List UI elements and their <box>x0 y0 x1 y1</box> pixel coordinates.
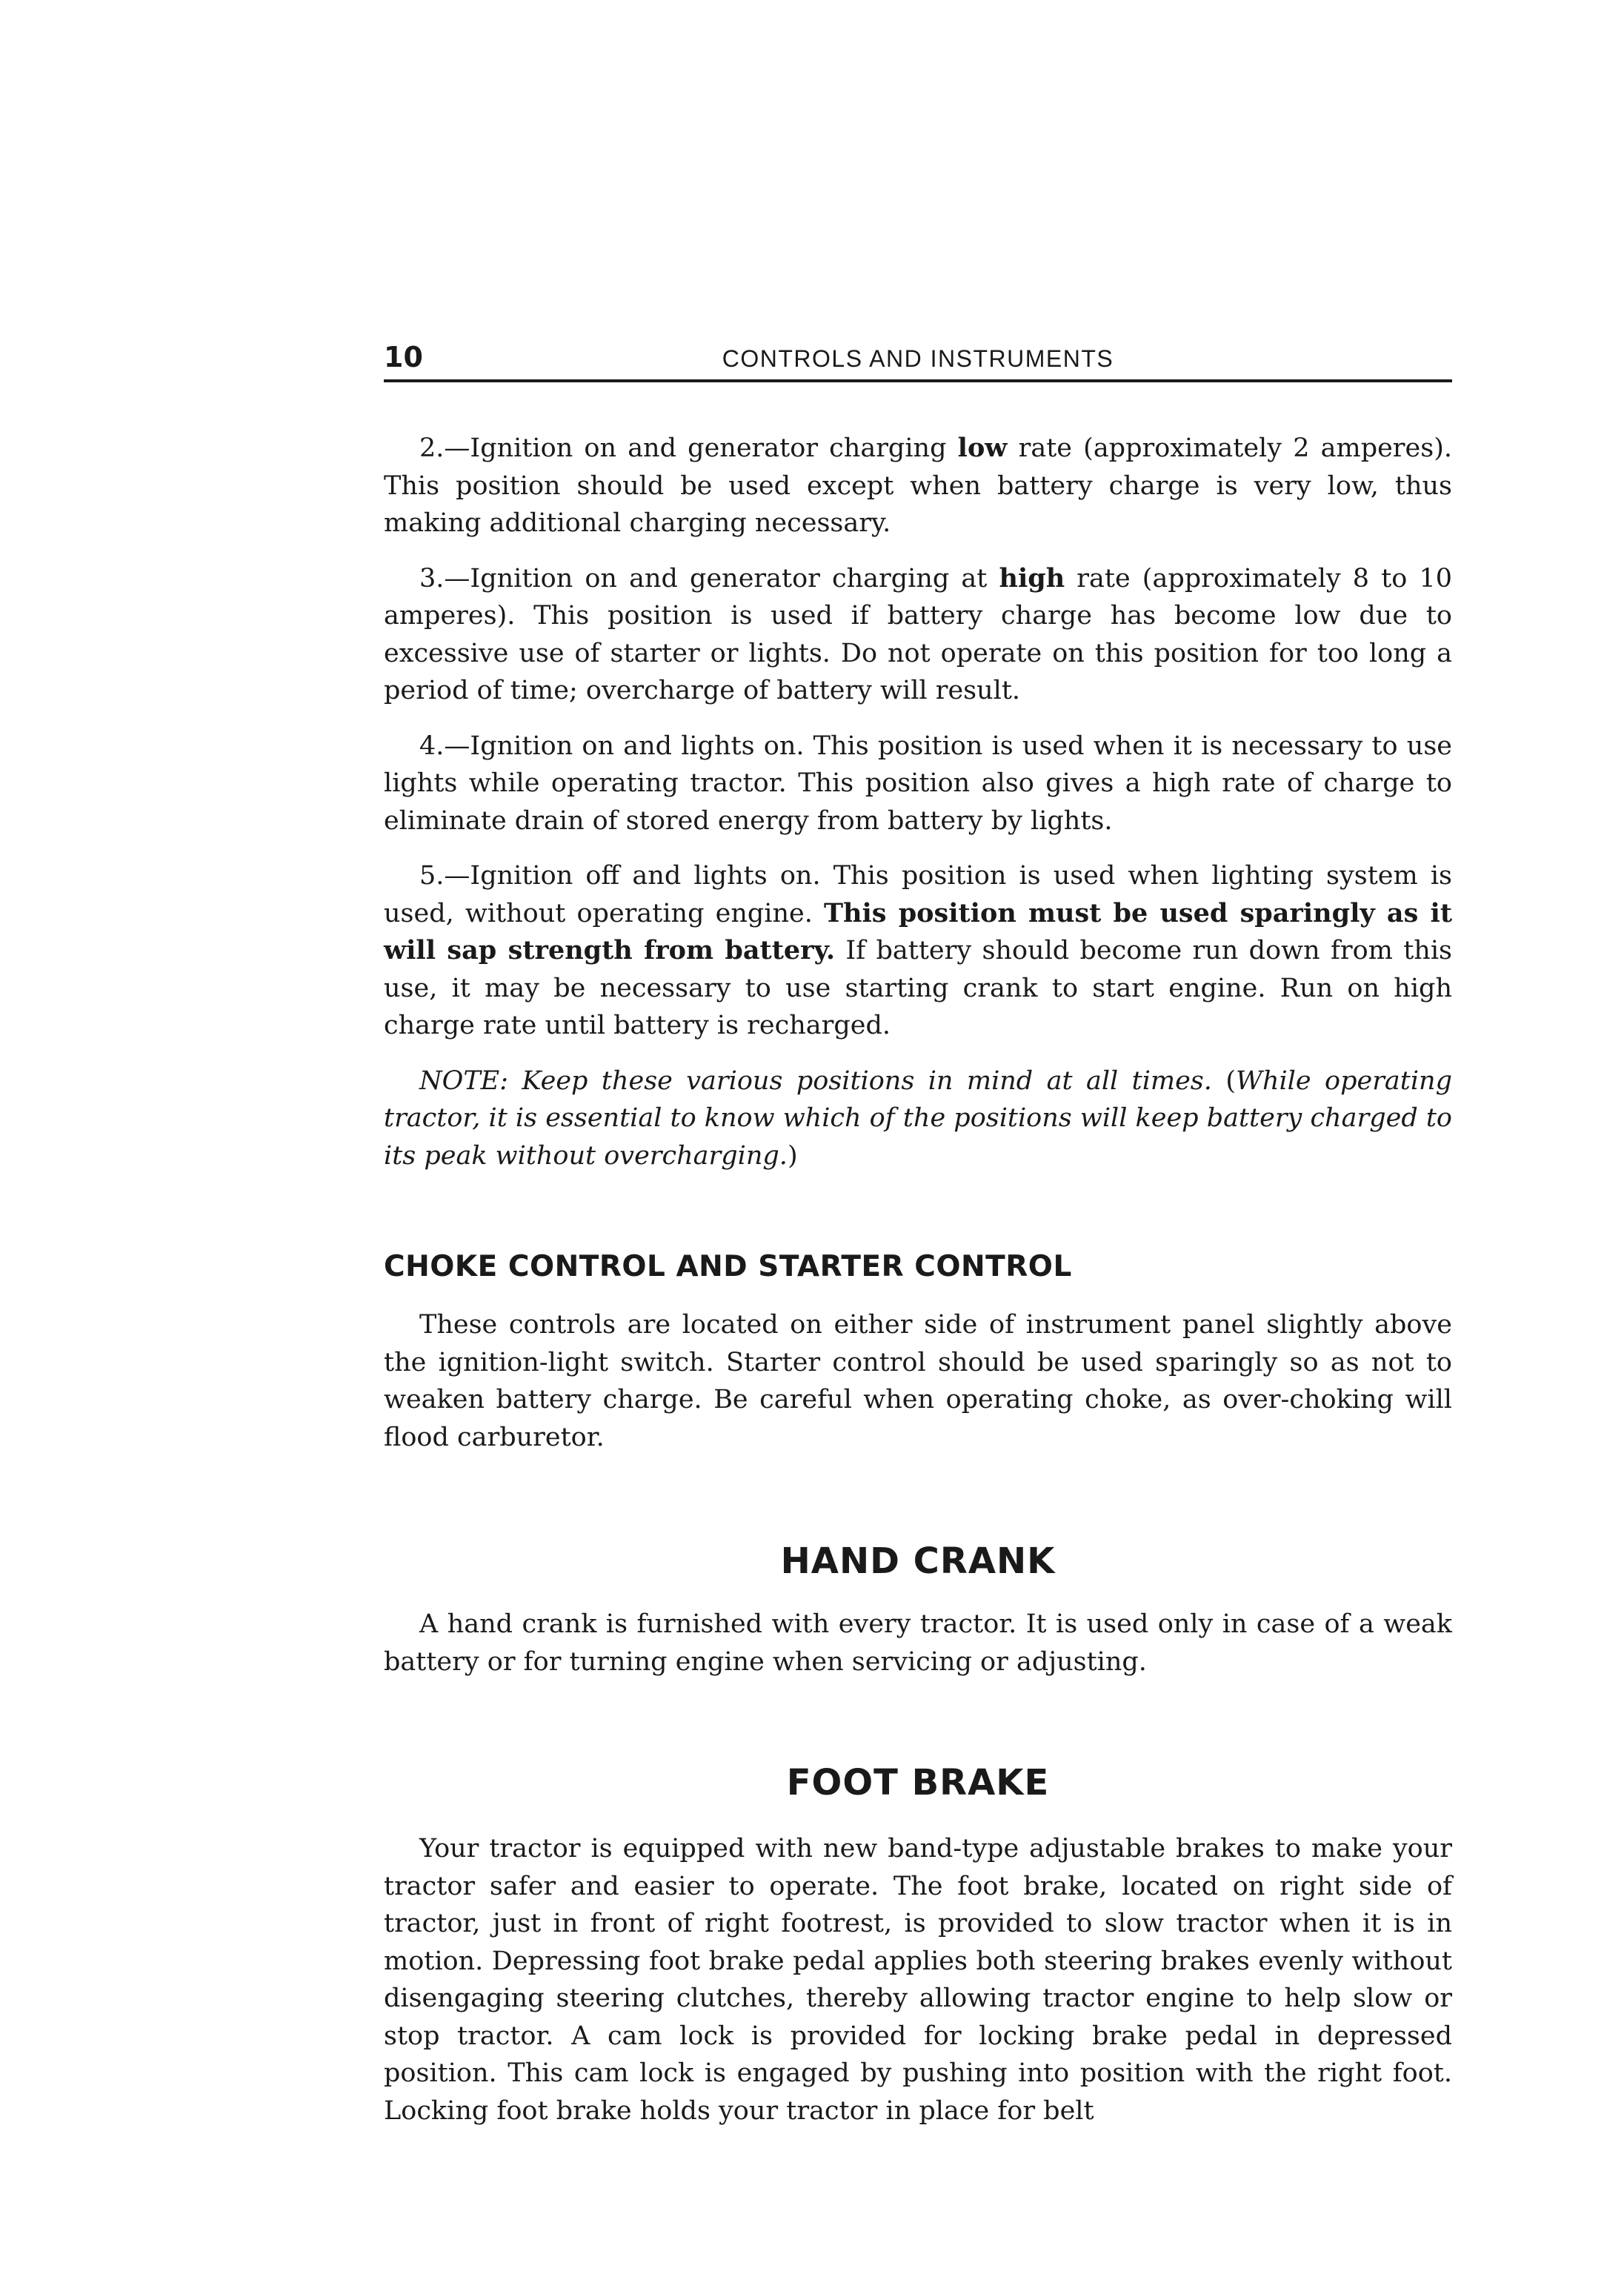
page-header <box>384 338 1452 382</box>
running-head: CONTROLS AND INSTRUMENTS <box>722 345 1114 372</box>
paragraph-text: 3.—Ignition on and generator charging at <box>419 563 999 594</box>
paragraph-position-4: 4.—Ignition on and lights on. This position is used when it is necessary to use lights while operating tractor. This position also gives a high rate of charge to eliminate drain of stored energy from battery by lights. <box>384 731 1452 836</box>
section-heading-choke-control: CHOKE CONTROL AND STARTER CONTROL <box>384 1250 1072 1283</box>
page-number: 10 <box>384 341 423 373</box>
emphasis-low: low <box>957 433 1008 463</box>
note-close-paren: ) <box>787 1140 798 1171</box>
paragraph-text: rate (approximately 8 to 10 amperes). This position is used if battery charge has become low due to excessive use of starter or lights. Do not operate on this position for too long a period of time; overcharge of battery will result. <box>384 563 1453 705</box>
paragraph-text: rate (approximately 2 amperes). This position should be used except when battery charge is very low, thus making additional charging necessary. <box>384 433 1452 538</box>
paragraph-text: 2.—Ignition on and generator charging <box>419 433 958 463</box>
paragraph-text: If battery should become run down from this use, it may be necessary to use starting crank to start engine. Run on high charge rate until battery is recharged. <box>384 936 1452 1040</box>
emphasis-high: high <box>999 562 1065 594</box>
paragraph-position-2 <box>384 430 1452 542</box>
paragraph-hand-crank: A hand crank is furnished with every tractor. It is used only in case of a weak battery or for turning engine when servicing or adjusting. <box>384 1609 1452 1677</box>
paragraph-position-5 <box>384 857 1452 1045</box>
note-paragraph <box>384 1063 1452 1175</box>
note-open-paren: ( <box>1225 1065 1236 1096</box>
paragraph-position-3 <box>384 560 1452 710</box>
section-heading-foot-brake: FOOT BRAKE <box>786 1762 1050 1803</box>
page-body <box>384 430 1452 2130</box>
note-lead: NOTE: Keep these various positions in mind at all times. <box>419 1065 1226 1096</box>
paragraph-foot-brake: Your tractor is equipped with new band-type adjustable brakes to make your tractor safer and easier to operate. The foot brake, located on right side of tractor, just in front of right footrest, is provided to slow tractor when it is in motion. Depressing foot brake pedal applies both steering brakes evenly without disengaging steering clutches, thereby allowing tractor engine to help slow or stop tractor. A cam lock is provided for locking brake pedal in depressed position. This cam lock is engaged by pushing into position with the right foot. Locking foot brake holds your tractor in place for belt <box>384 1834 1452 2126</box>
paragraph-choke-control: These controls are located on either side of instrument panel slightly above the ignition-light switch. Starter control should be used sparingly so as not to weaken battery charge. Be careful when operating choke, as over-choking will flood carburetor. <box>384 1310 1452 1452</box>
section-heading-hand-crank: HAND CRANK <box>780 1540 1056 1582</box>
paragraph-text: 5.—Ignition off and lights on. This position is used when lighting system is used, without operating engine. <box>384 861 1452 928</box>
warning-emphasis: This position must be used sparingly as it will sap strength from battery. <box>384 897 1452 965</box>
note-body: While operating tractor, it is essential to know which of the positions will keep battery charged to its peak without overcharging. <box>384 1065 1452 1171</box>
